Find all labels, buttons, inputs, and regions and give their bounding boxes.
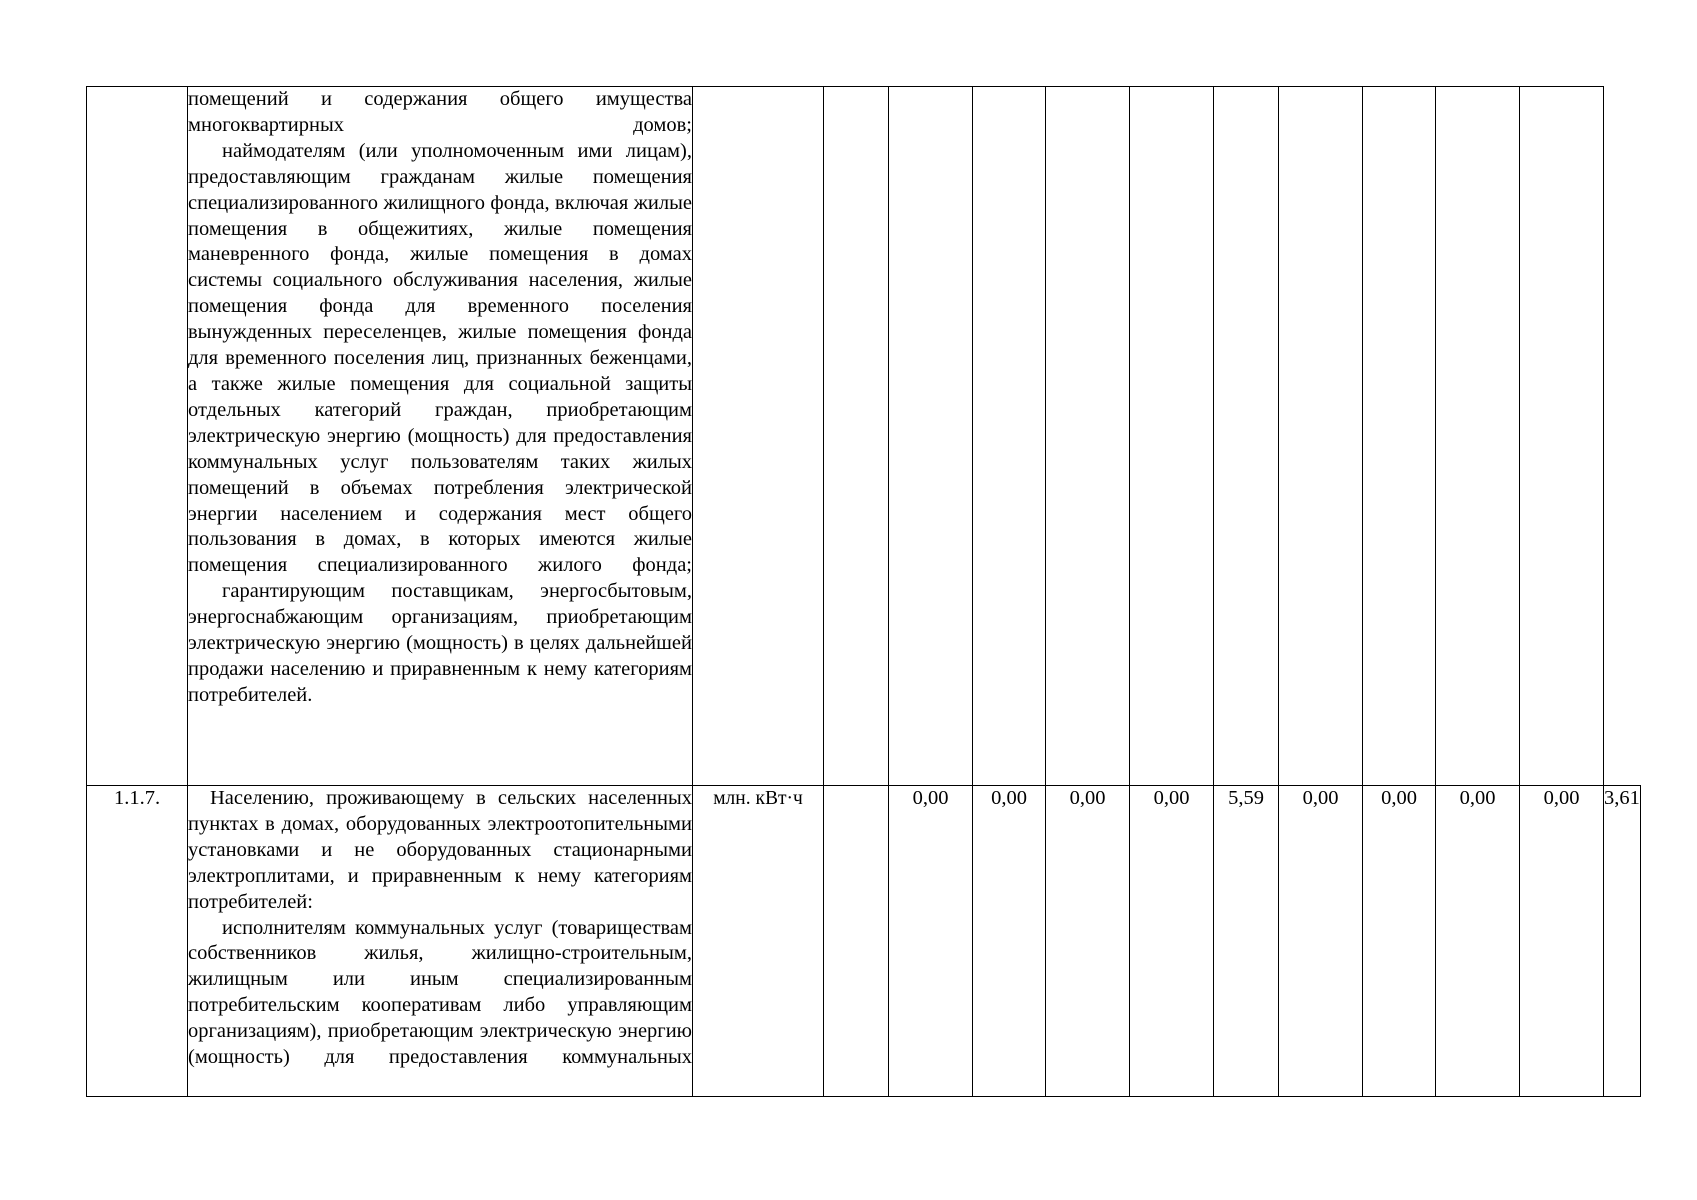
- row-number: 1.1.7.: [87, 786, 188, 1097]
- description-paragraph: гарантирующим поставщикам, энергосбытовым, энергоснабжающим организациям, приобретающим электрическую энергию (мощность) в целях дальнейшей продажи населению и приравненным к нему категориям потребителей.: [188, 580, 692, 706]
- value-cell: 0,00: [1436, 786, 1520, 1097]
- value-cell: [889, 87, 973, 786]
- table-row: [87, 786, 1641, 1097]
- value-cell: [824, 786, 889, 1097]
- value-cell: 3,61: [1604, 786, 1641, 1097]
- row-description: [188, 87, 693, 786]
- table-row: [87, 87, 1641, 786]
- table-body: [87, 87, 1641, 1097]
- value-cell: 5,59: [1214, 786, 1279, 1097]
- value-cell: 0,00: [973, 786, 1046, 1097]
- value-cell: [1130, 87, 1214, 786]
- description-paragraph: исполнителям коммунальных услуг (товариществам собственников жилья, жилищно-строительным, жилищным или иным специализированным потребительским кооперативам либо управляющим организациям), приобретающим электрическую энергию (мощность) для предоставления коммунальных: [188, 916, 692, 1069]
- value-cell: [1436, 87, 1520, 786]
- value-cell: [1214, 87, 1279, 786]
- value-cell: [1520, 87, 1604, 786]
- value-cell: [1046, 87, 1130, 786]
- value-cell: [1363, 87, 1436, 786]
- description-paragraph: помещений и содержания общего имущества многоквартирных домов;: [188, 88, 692, 136]
- row-number: [87, 87, 188, 786]
- value-cell: [1279, 87, 1363, 786]
- row-description: [188, 786, 693, 1097]
- description-paragraph: наймодателям (или уполномоченным ими лицам), предоставляющим гражданам жилые помещения специализированного жилищного фонда, включая жилые помещения в общежитиях, жилые помещения маневренного фонда, жилые помещения в домах системы социального обслуживания населения, жилые помещения фонда для временного поселения вынужденных переселенцев, жилые помещения фонда для временного поселения лиц, признанных беженцами, а также жилые помещения для социальной защиты отдельных категорий граждан, приобретающим электрическую энергию (мощность) для предоставления коммунальных услуг пользователям таких жилых помещений в объемах потребления электрической энергии населением и содержания мест общего пользования в домах, в которых имеются жилые помещения специализированного жилого фонда;: [188, 139, 692, 577]
- unit-cell: [693, 87, 824, 786]
- value-cell: [973, 87, 1046, 786]
- value-cell: 0,00: [1363, 786, 1436, 1097]
- value-cell: 0,00: [889, 786, 973, 1097]
- value-cell: 0,00: [1046, 786, 1130, 1097]
- value-cell: 0,00: [1279, 786, 1363, 1097]
- data-table: [86, 86, 1641, 1097]
- value-cell: 0,00: [1520, 786, 1604, 1097]
- value-cell: 0,00: [1130, 786, 1214, 1097]
- description-paragraph: Населению, проживающему в сельских населенных пунктах в домах, оборудованных электроотопительными установками и не оборудованных стационарными электроплитами, и приравненным к нему категориям потребителей:: [188, 787, 692, 913]
- value-cell: [824, 87, 889, 786]
- unit-cell: млн. кВт·ч: [693, 786, 824, 1097]
